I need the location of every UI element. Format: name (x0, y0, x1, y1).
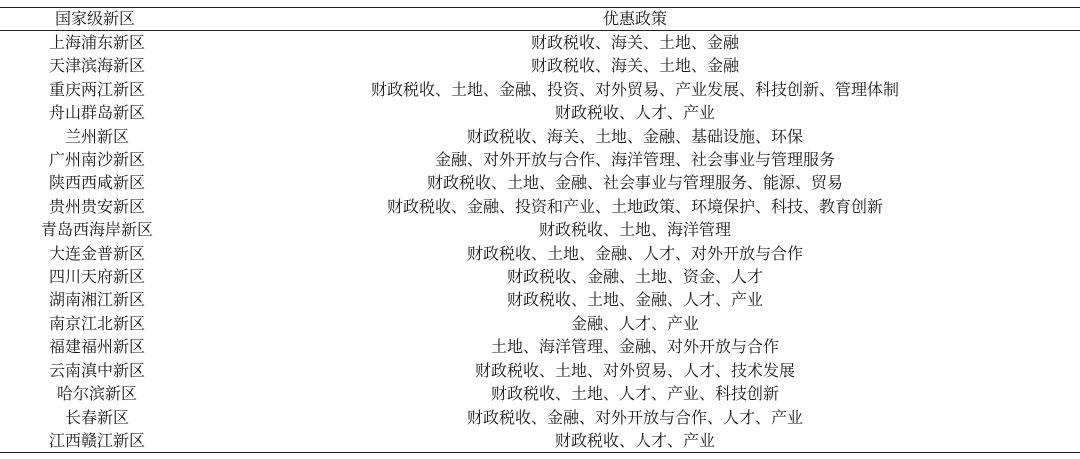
cell-policy: 财政税收、土地、海洋管理 (538, 220, 731, 240)
cell-policy: 土地、海洋管理、金融、对外开放与合作 (490, 337, 779, 357)
cell-area: 湖南湘江新区 (48, 290, 145, 310)
cell-policy: 财政税收、海关、土地、金融、基础设施、环保 (466, 126, 803, 146)
table-row (0, 335, 1080, 358)
table-row (0, 382, 1080, 405)
cell-policy: 财政税收、土地、人才、产业、科技创新 (490, 384, 779, 404)
table-row (0, 31, 1080, 55)
header-policy: 优惠政策 (602, 9, 667, 28)
cell-policy: 财政税收、海关、土地、金融 (530, 33, 739, 52)
table-row (0, 359, 1080, 382)
cell-area: 长春新区 (64, 407, 129, 427)
table-row (0, 406, 1080, 429)
table-row (0, 312, 1080, 335)
cell-area: 四川天府新区 (48, 267, 145, 287)
cell-policy: 财政税收、土地、金融、人才、产业 (506, 290, 763, 310)
table-row (0, 54, 1080, 77)
cell-policy: 财政税收、土地、金融、人才、对外开放与合作 (466, 243, 803, 263)
cell-area: 南京江北新区 (48, 313, 145, 333)
table-row (0, 429, 1080, 453)
cell-area: 云南滇中新区 (48, 360, 145, 380)
cell-area: 舟山群岛新区 (48, 103, 145, 123)
cell-area: 兰州新区 (64, 126, 129, 146)
header-area: 国家级新区 (54, 9, 135, 28)
cell-area: 广州南沙新区 (48, 150, 145, 170)
cell-policy: 财政税收、金融、土地、资金、人才 (506, 267, 763, 287)
cell-policy: 财政税收、土地、对外贸易、人才、技术发展 (474, 360, 795, 380)
cell-policy: 财政税收、人才、产业 (554, 103, 715, 123)
policy-table (0, 7, 1080, 453)
table-row (0, 78, 1080, 101)
table-row (0, 101, 1080, 124)
cell-policy: 财政税收、土地、金融、社会事业与管理服务、能源、贸易 (426, 173, 843, 193)
cell-policy: 金融、对外开放与合作、海洋管理、社会事业与管理服务 (434, 150, 835, 170)
table-row (0, 265, 1080, 288)
cell-area: 大连金普新区 (48, 243, 145, 263)
table-row (0, 148, 1080, 171)
table-row (0, 288, 1080, 311)
table-row (0, 218, 1080, 241)
table-row (0, 125, 1080, 148)
cell-area: 天津滨海新区 (48, 56, 145, 76)
table-row (0, 242, 1080, 265)
cell-area: 青岛西海岸新区 (40, 220, 153, 240)
cell-area: 陕西西咸新区 (48, 173, 145, 193)
table-body (0, 31, 1080, 453)
table-row (0, 195, 1080, 218)
cell-policy: 财政税收、金融、投资和产业、土地政策、环境保护、科技、教育创新 (386, 196, 883, 216)
cell-area: 上海浦东新区 (48, 33, 145, 52)
cell-policy: 财政税收、土地、金融、投资、对外贸易、产业发展、科技创新、管理体制 (370, 79, 899, 99)
cell-policy: 财政税收、人才、产业 (554, 430, 715, 450)
cell-area: 福建福州新区 (48, 337, 145, 357)
cell-policy: 金融、人才、产业 (570, 313, 699, 333)
cell-policy: 财政税收、海关、土地、金融 (530, 56, 739, 76)
cell-policy: 财政税收、金融、对外开放与合作、人才、产业 (466, 407, 803, 427)
table-row (0, 171, 1080, 194)
policy-table-container (0, 7, 1080, 453)
cell-area: 江西赣江新区 (48, 430, 145, 450)
cell-area: 哈尔滨新区 (56, 384, 137, 404)
cell-area: 贵州贵安新区 (48, 196, 145, 216)
table-header-row (0, 8, 1080, 31)
cell-area: 重庆两江新区 (48, 79, 145, 99)
